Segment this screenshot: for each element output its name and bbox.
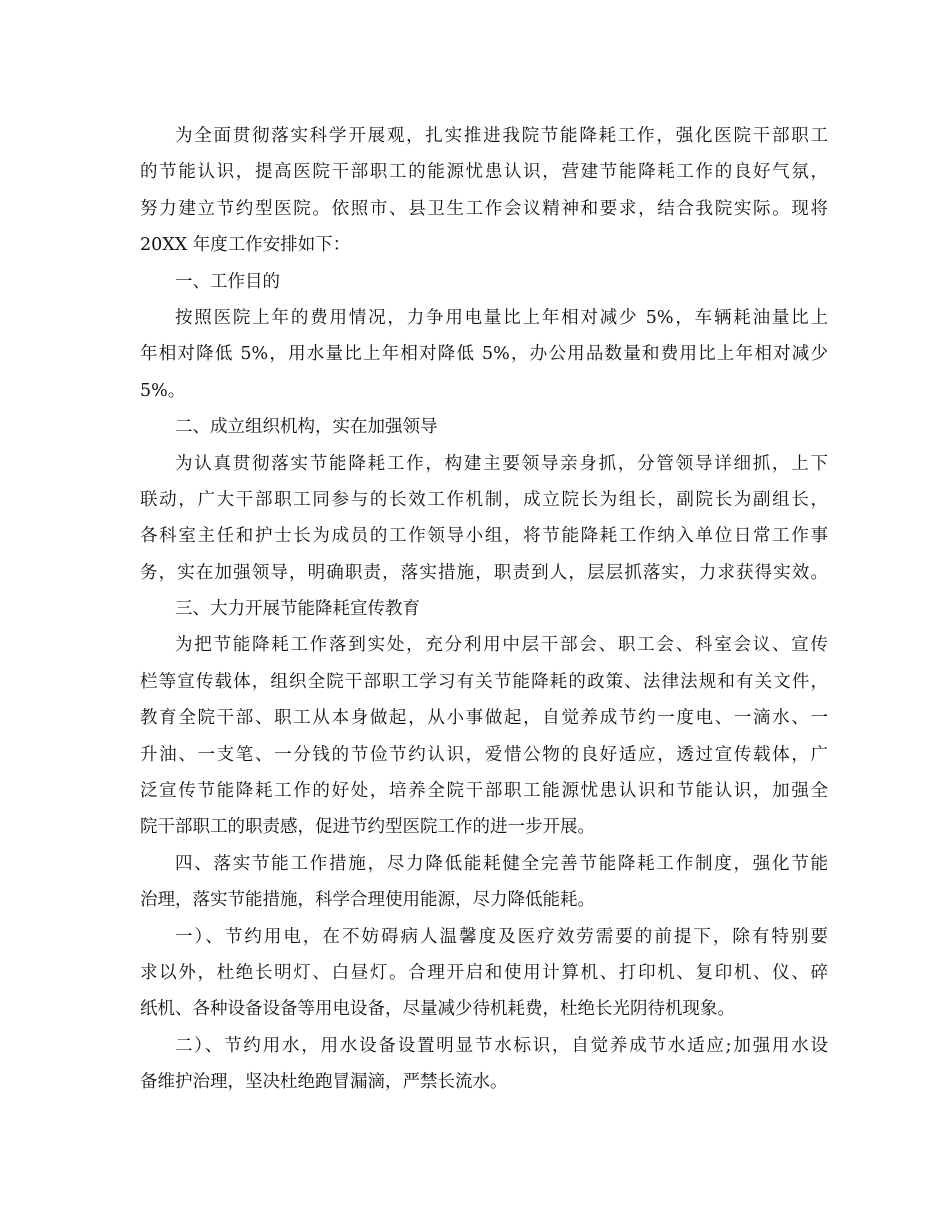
paragraph-line: 年相对降低 5%，用水量比上年相对降低 5%，办公用品数量和费用比上年相对减少 xyxy=(140,344,828,365)
paragraph-line: 务，实在加强领导，明确职责，落实措施，职责到人，层层抓落实，力求获得实效。 xyxy=(140,562,828,583)
paragraph-line: 各科室主任和护士长为成员的工作领导小组，将节能降耗工作纳入单位日常工作事 xyxy=(140,526,828,547)
paragraph-line: 备维护治理，坚决杜绝跑冒漏滴，严禁长流水。 xyxy=(140,1072,508,1093)
paragraph-line: 一）、节约用电，在不妨碍病人温馨度及医疗效劳需要的前提下，除有特别要 xyxy=(175,926,828,947)
section-heading: 二、成立组织机构，实在加强领导 xyxy=(175,417,438,438)
paragraph-line: 为全面贯彻落实科学开展观，扎实推进我院节能降耗工作，强化医院干部职工 xyxy=(175,126,828,146)
section-heading: 四、落实节能工作措施，尽力降低能耗健全完善节能降耗工作制度，强化节能 xyxy=(175,853,828,874)
paragraph-line: 泛宣传节能降耗工作的好处，培养全院干部职工能源忧患认识和节能认识，加强全 xyxy=(140,781,828,802)
section-heading: 一、工作目的 xyxy=(175,271,280,292)
paragraph-line: 升油、一支笔、一分钱的节俭节约认识，爱惜公物的良好适应，透过宣传载体，广 xyxy=(140,744,828,765)
section-heading: 三、大力开展节能降耗宣传教育 xyxy=(175,599,420,620)
paragraph-line: 教育全院干部、职工从本身做起，从小事做起，自觉养成节约一度电、一滴水、一 xyxy=(140,708,828,729)
paragraph-line: 的节能认识，提高医院干部职工的能源忧患认识，营建节能降耗工作的良好气氛， xyxy=(140,162,828,183)
paragraph-line: 二）、节约用水，用水设备设置明显节水标识，自觉养成节水适应;加强用水设 xyxy=(175,1035,828,1056)
paragraph-line: 联动，广大干部职工同参与的长效工作机制，成立院长为组长，副院长为副组长， xyxy=(140,489,828,510)
paragraph-line: 纸机、各种设备设备等用电设备，尽量减少待机耗费，杜绝长光阴待机现象。 xyxy=(140,999,735,1020)
paragraph-line: 院干部职工的职责感，促进节约型医院工作的进一步开展。 xyxy=(140,817,595,838)
paragraph-line: 20XX 年度工作安排如下： xyxy=(140,235,351,256)
paragraph-line: 按照医院上年的费用情况，力争用电量比上年相对减少 5%，车辆耗油量比上 xyxy=(175,307,828,328)
paragraph-line: 为认真贯彻落实节能降耗工作，构建主要领导亲身抓，分管领导详细抓，上下 xyxy=(175,453,828,474)
paragraph-line: 栏等宣传载体，组织全院干部职工学习有关节能降耗的政策、法律法规和有关文件， xyxy=(140,671,828,692)
document-page xyxy=(140,118,828,1101)
paragraph-line: 5%。 xyxy=(140,380,186,401)
paragraph-line: 为把节能降耗工作落到实处，充分利用中层干部会、职工会、科室会议、宣传 xyxy=(175,635,828,656)
paragraph-line: 努力建立节约型医院。依照市、县卫生工作会议精神和要求，结合我院实际。现将 xyxy=(140,198,828,219)
paragraph-line: 治理，落实节能措施，科学合理使用能源，尽力降低能耗。 xyxy=(140,890,595,911)
paragraph-line: 求以外，杜绝长明灯、白昼灯。合理开启和使用计算机、打印机、复印机、仪、碎 xyxy=(140,962,828,983)
